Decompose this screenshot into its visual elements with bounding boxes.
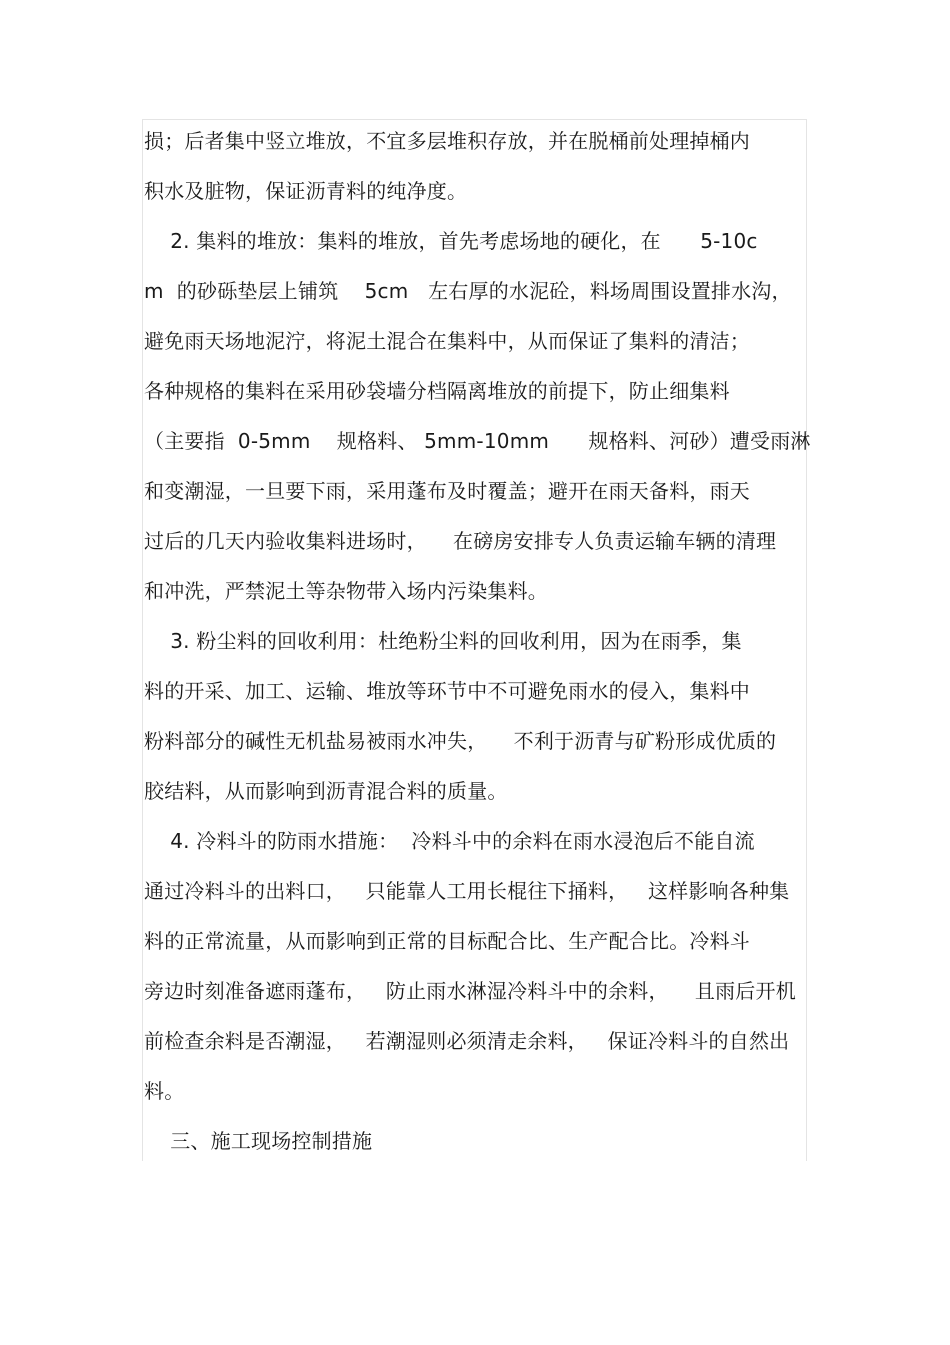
text-line: 胶结料，从而影响到沥青混合料的质量。: [144, 779, 508, 803]
text-line: 通过冷料斗的出料口， 只能靠人工用长棍往下捅料， 这样影响各种集: [144, 879, 790, 903]
text-line: 3. 粉尘料的回收利用：杜绝粉尘料的回收利用，因为在雨季，集: [144, 629, 742, 653]
text-line: 过后的几天内验收集料进场时， 在磅房安排专人负责运输车辆的清理: [144, 529, 777, 553]
text-line: 前检查余料是否潮湿， 若潮湿则必须清走余料， 保证冷料斗的自然出: [144, 1029, 790, 1053]
section-heading: 三、施工现场控制措施: [144, 1129, 373, 1153]
text-line: 积水及脏物，保证沥青料的纯净度。: [144, 179, 468, 203]
text-line: 各种规格的集料在采用砂袋墙分档隔离堆放的前提下，防止细集料: [144, 379, 730, 403]
text-line: m 的砂砾垫层上铺筑 5cm 左右厚的水泥砼，料场周围设置排水沟，: [144, 279, 792, 303]
text-line: 料的开采、加工、运输、堆放等环节中不可避免雨水的侵入，集料中: [144, 679, 750, 703]
text-line: 料。: [144, 1079, 185, 1103]
text-line: 和变潮湿，一旦要下雨，采用蓬布及时覆盖；避开在雨天备料，雨天: [144, 479, 750, 503]
text-line: 避免雨天场地泥泞，将泥土混合在集料中，从而保证了集料的清洁；: [144, 329, 750, 353]
text-line: 旁边时刻准备遮雨蓬布， 防止雨水淋湿冷料斗中的余料， 且雨后开机: [144, 979, 796, 1003]
text-line: 粉料部分的碱性无机盐易被雨水冲失， 不利于沥青与矿粉形成优质的: [144, 729, 777, 753]
text-line: 损；后者集中竖立堆放，不宜多层堆积存放，并在脱桶前处理掉桶内: [144, 129, 750, 153]
text-line: 4. 冷料斗的防雨水措施： 冷料斗中的余料在雨水浸泡后不能自流: [144, 829, 755, 853]
text-line: 2. 集料的堆放：集料的堆放，首先考虑场地的硬化，在 5-10c: [144, 229, 758, 253]
text-line: 料的正常流量，从而影响到正常的目标配合比、生产配合比。冷料斗: [144, 929, 750, 953]
text-line: （主要指 0-5mm 规格料、 5mm-10mm 规格料、河砂）遭受雨淋: [144, 429, 811, 453]
text-line: 和冲洗，严禁泥土等杂物带入场内污染集料。: [144, 579, 548, 603]
